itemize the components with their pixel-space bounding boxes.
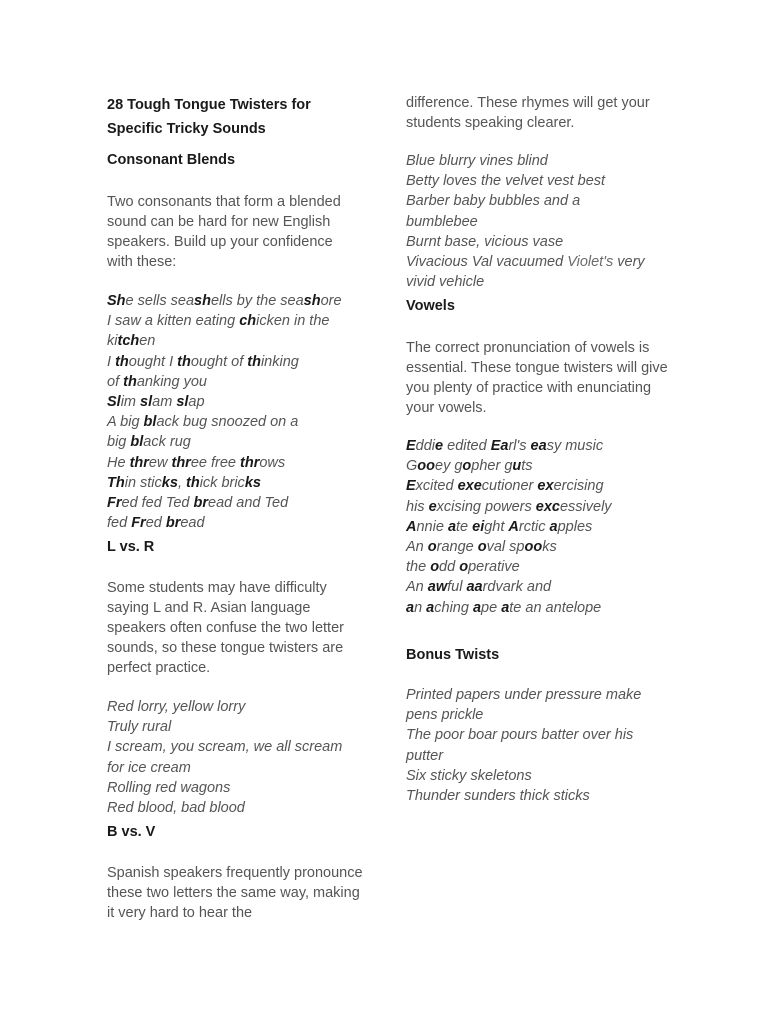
list-item: Blue blurry vines blind: [406, 153, 548, 169]
section-heading-l-vs-r: L vs. R: [107, 539, 155, 555]
list-item: Thin sticks, thick bricks: [107, 474, 261, 491]
b-vs-v-list: [406, 151, 645, 292]
list-item: of thanking you: [107, 373, 207, 390]
list-item: Eddie edited Earl's easy music: [406, 438, 604, 454]
section-heading-consonant-blends: Consonant Blends: [107, 152, 236, 168]
b-vs-v-intro: Spanish speakers frequently pronounce these two letters the same way, making it very hard to hear the: [107, 865, 363, 921]
list-item: Barber baby bubbles and a: [406, 193, 581, 210]
list-item: his excising powers excessively: [406, 498, 612, 515]
list-item: Betty loves the velvet vest best: [406, 173, 606, 190]
section-heading-bonus-twists: Bonus Twists: [406, 647, 500, 663]
list-item: putter: [406, 747, 444, 764]
list-item: bumblebee: [406, 213, 478, 230]
list-item: Thunder sunders thick sticks: [406, 788, 590, 805]
list-item: She sells seashells by the seashore: [107, 293, 342, 309]
list-item: Rolling red wagons: [107, 779, 231, 796]
list-item: Burnt base, vicious vase: [406, 233, 564, 250]
list-item: Annie ate eight Arctic apples: [406, 518, 593, 535]
list-item: big black rug: [107, 434, 191, 451]
consonant-blends-list: [107, 291, 342, 533]
list-item: Truly rural: [107, 719, 172, 736]
list-item: Red lorry, yellow lorry: [107, 699, 246, 715]
section-heading-vowels: Vowels: [406, 298, 455, 314]
list-item: An awful aardvark and: [406, 579, 552, 596]
list-item: fed Fred bread: [107, 515, 205, 532]
list-item: Printed papers under pressure make: [406, 687, 642, 703]
list-item: Red blood, bad blood: [107, 800, 245, 817]
list-item: for ice cream: [107, 759, 191, 776]
list-item: I thought I thought of thinking: [107, 353, 299, 370]
vowels-list: [406, 436, 612, 618]
page-title: 28 Tough Tongue Twisters for Specific Tricky Sounds: [107, 97, 311, 137]
list-item: I saw a kitten eating chicken in the: [107, 313, 330, 330]
list-item: Six sticky skeletons: [406, 767, 532, 784]
list-item: Vivacious Val vacuumed Violet's very: [406, 254, 645, 271]
list-item: vivid vehicle: [406, 274, 485, 291]
list-item: the odd operative: [406, 559, 520, 576]
section-heading-b-vs-v: B vs. V: [107, 824, 156, 840]
list-item: pens prickle: [406, 707, 484, 724]
l-vs-r-intro: Some students may have difficulty saying L and R. Asian language speakers often confuse the two letter sounds, so these tongue twisters are perfect practice.: [107, 580, 344, 676]
l-vs-r-list: [107, 697, 342, 818]
list-item: An orange oval spooks: [406, 539, 557, 556]
b-vs-v-intro-continued: difference. These rhymes will get your students speaking clearer.: [406, 95, 650, 131]
list-item: kitchen: [107, 333, 156, 350]
bonus-twists-list: [406, 685, 641, 806]
vowels-intro: The correct pronunciation of vowels is essential. These tongue twisters will give you plenty of practice with enunciating your vowels.: [406, 340, 668, 416]
list-item: Fred fed Ted bread and Ted: [107, 495, 289, 512]
list-item: The poor boar pours batter over his: [406, 727, 634, 744]
list-item: Excited executioner exercising: [406, 478, 604, 495]
list-item: I scream, you scream, we all scream: [107, 739, 343, 756]
list-item: an aching ape ate an antelope: [406, 599, 602, 616]
list-item: He threw three free throws: [107, 454, 286, 471]
list-item: Slim slam slap: [107, 394, 205, 411]
list-item: Gooey gopher guts: [406, 458, 533, 475]
consonant-blends-intro: Two consonants that form a blended sound can be hard for new English speakers. Build up your confidence with these:: [107, 194, 341, 270]
list-item: A big black bug snoozed on a: [107, 414, 299, 431]
